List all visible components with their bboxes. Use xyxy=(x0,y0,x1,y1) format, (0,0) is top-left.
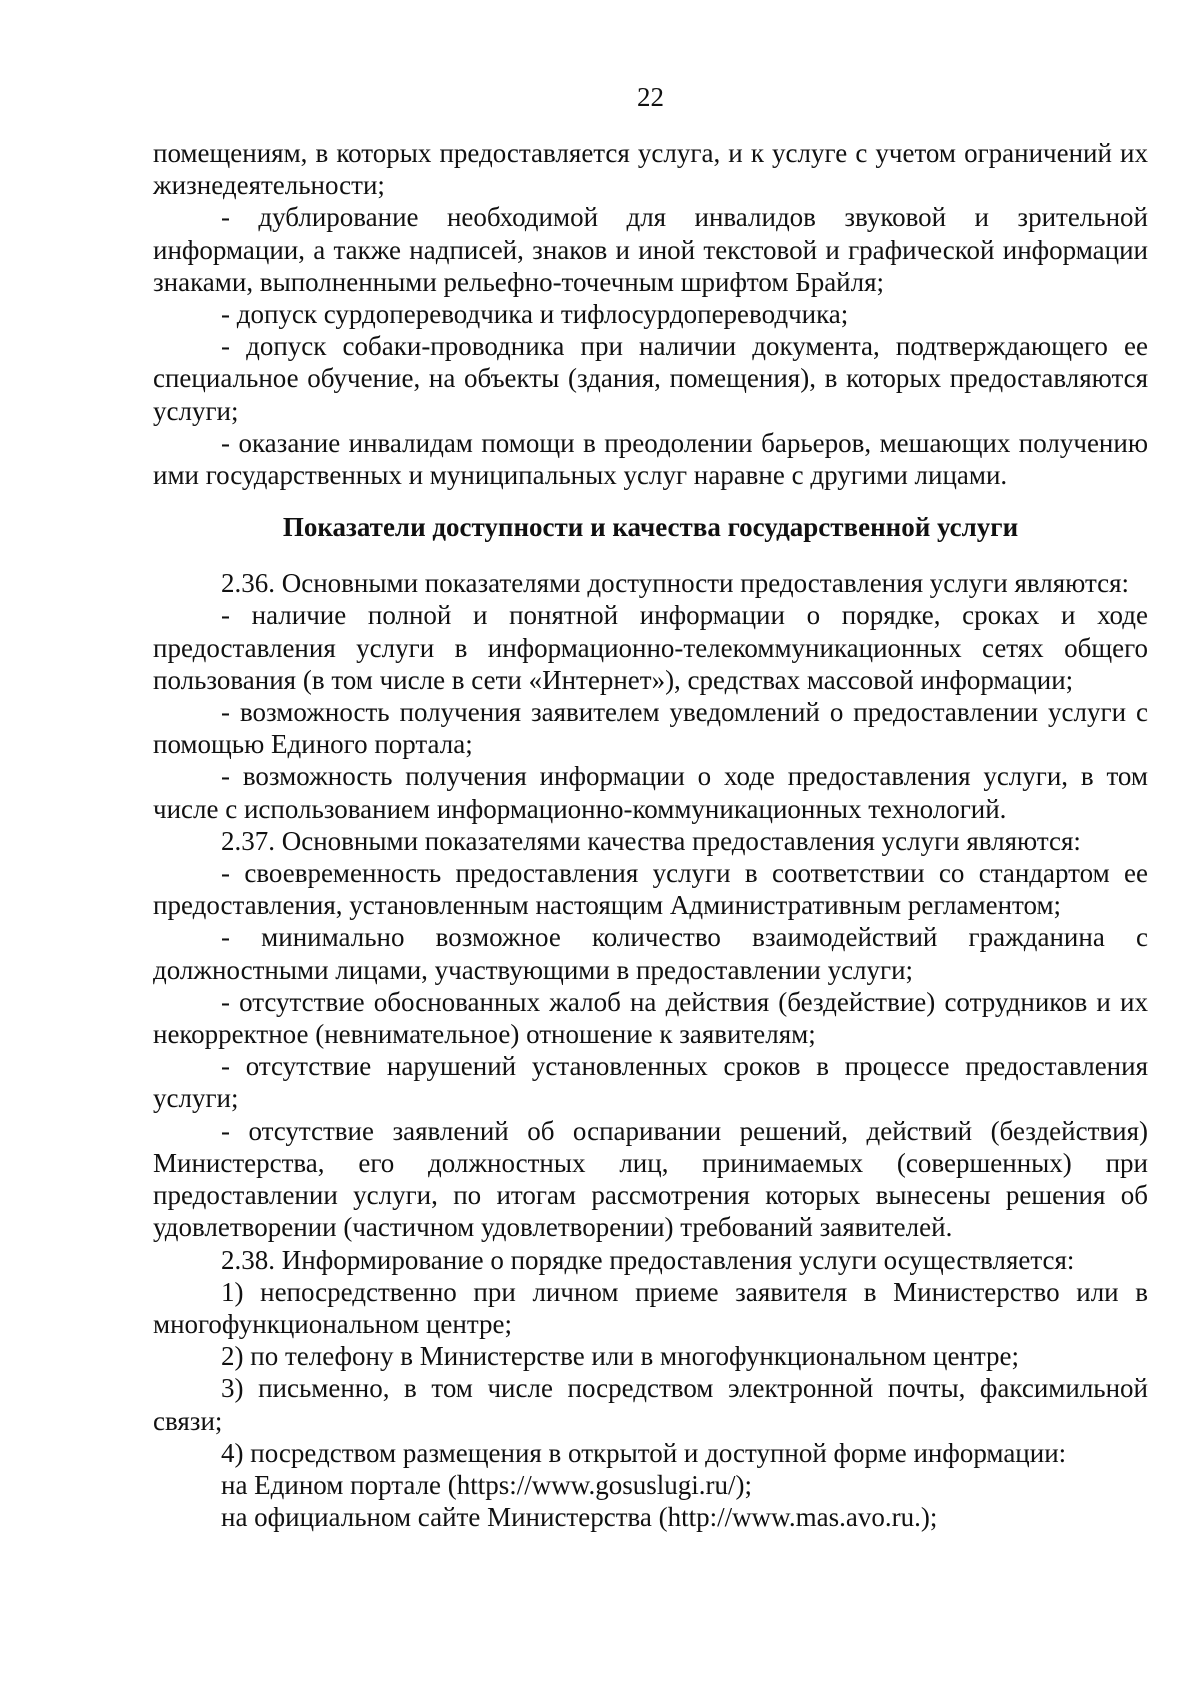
list-item: 3) письменно, в том числе посредством электронной почты, факсимильной связи; xyxy=(153,1373,1148,1436)
link-line-ministry-site: на официальном сайте Министерства (http://www.mas.avo.ru.); xyxy=(221,1502,938,1533)
document-body xyxy=(153,137,1148,1533)
list-item: - возможность получения заявителем уведомлений о предоставлении услуги с помощью Единого портала; xyxy=(153,697,1148,760)
page-number: 22 xyxy=(637,82,664,112)
list-item: 2) по телефону в Министерстве или в многофункциональном центре; xyxy=(221,1341,1020,1372)
link-line-gosuslugi: на Едином портале (https://www.gosuslugi.ru/); xyxy=(221,1469,753,1500)
list-item: - оказание инвалидам помощи в преодолении барьеров, мешающих получению ими государственных и муниципальных услуг наравне с другими лицами. xyxy=(153,427,1148,491)
list-item: - дублирование необходимой для инвалидов звуковой и зрительной информации, а также надписей, знаков и иной текстовой и графической информации знаками, выполненными рельефно-точечным шрифтом Брайля; xyxy=(153,202,1148,297)
paragraph: помещениям, в которых предоставляется услуга, и к услуге с учетом ограничений их жизнедеятельности; xyxy=(153,138,1148,201)
list-item: - допуск собаки-проводника при наличии документа, подтверждающего ее специальное обучение, на объекты (здания, помещения), в которых предоставляются услуги; xyxy=(153,331,1148,426)
paragraph: 2.36. Основными показателями доступности предоставления услуги являются: xyxy=(221,568,1130,599)
paragraph: 2.38. Информирование о порядке предоставления услуги осуществляется: xyxy=(221,1244,1075,1275)
list-item: 4) посредством размещения в открытой и доступной форме информации: xyxy=(221,1437,1067,1468)
list-item: 1) непосредственно при личном приеме заявителя в Министерство или в многофункциональном центре; xyxy=(153,1276,1148,1339)
document-page xyxy=(153,0,1148,1695)
list-item: - наличие полной и понятной информации о порядке, сроках и ходе предоставления услуги в информационно-телекоммуникационных сетях общего пользования (в том числе в сети «Интернет»), средствах массовой информации; xyxy=(153,600,1148,695)
paragraph: 2.37. Основными показателями качества предоставления услуги являются: xyxy=(221,825,1081,856)
list-item: - отсутствие обоснованных жалоб на действия (бездействие) сотрудников и их некорректное (невнимательное) отношение к заявителям; xyxy=(153,986,1148,1050)
list-item: - отсутствие заявлений об оспаривании решений, действий (бездействия) Министерства, его должностных лиц, принимаемых (совершенных) при предоставлении услуги, по итогам рассмотрения которых вынесены решения об удовлетворении (частичном удовлетворении) требований заявителей. xyxy=(153,1115,1148,1243)
list-item: - минимально возможное количество взаимодействий гражданина с должностными лицами, участвующими в предоставлении услуги; xyxy=(153,922,1148,985)
list-item: - допуск сурдопереводчика и тифлосурдопереводчика; xyxy=(221,299,849,330)
list-item: - отсутствие нарушений установленных сроков в процессе предоставления услуги; xyxy=(153,1051,1148,1114)
list-item: - возможность получения информации о ходе предоставления услуги, в том числе с использованием информационно-коммуникационных технологий. xyxy=(153,761,1148,824)
section-heading: Показатели доступности и качества государственной услуги xyxy=(282,512,1019,543)
list-item: - своевременность предоставления услуги в соответствии со стандартом ее предоставления, установленным настоящим Административным регламентом; xyxy=(153,858,1148,921)
